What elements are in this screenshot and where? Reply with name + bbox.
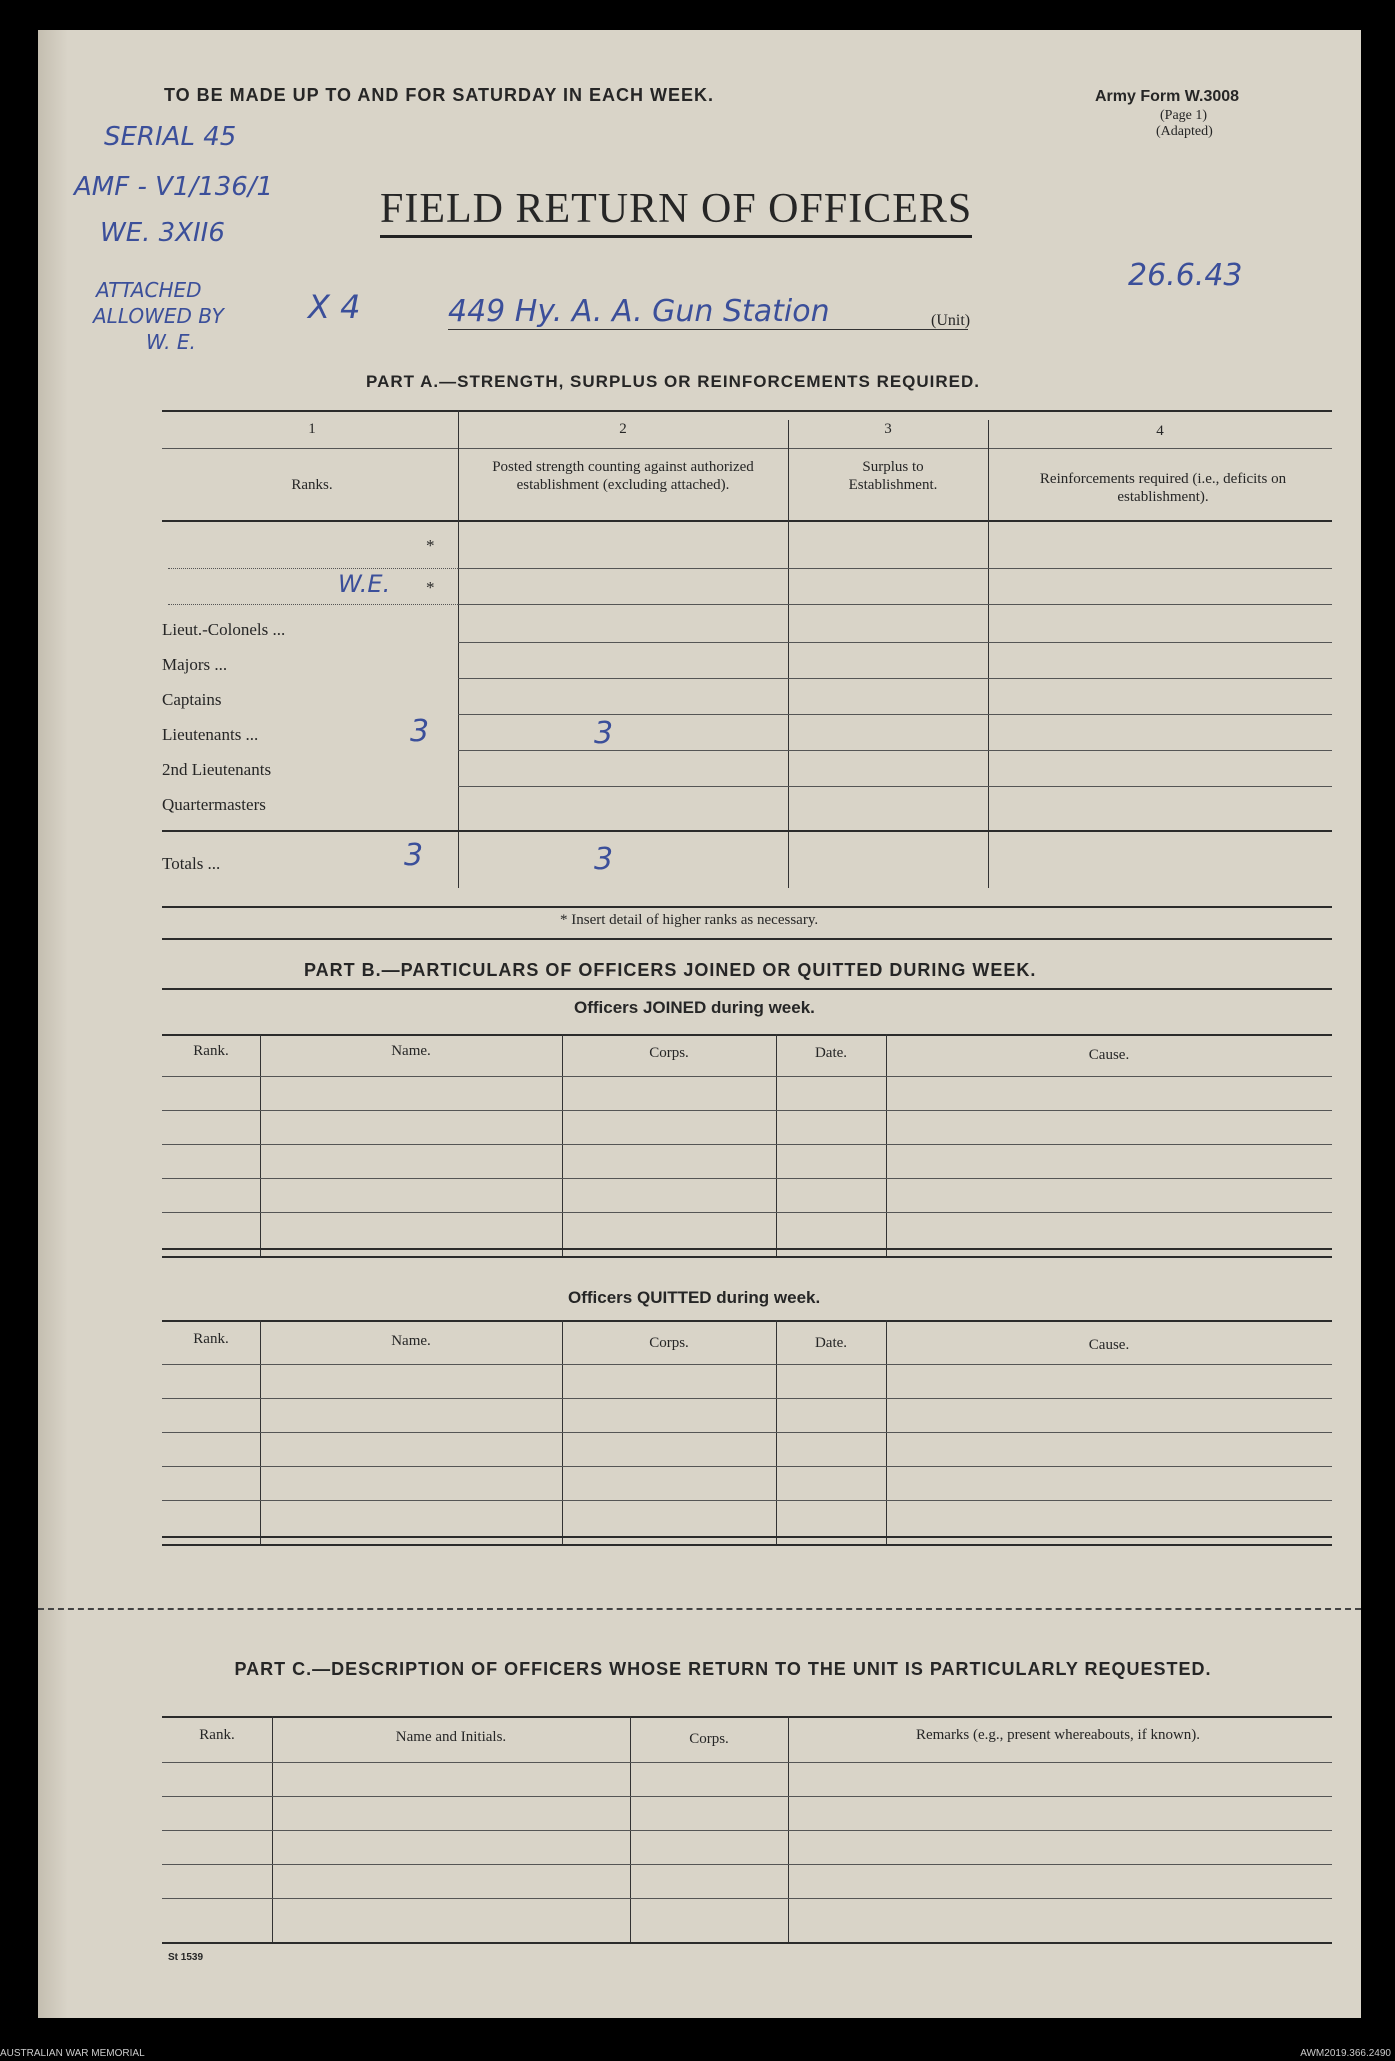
partc-col-corps: Corps. <box>689 1731 729 1747</box>
col-surplus-header: Surplus to Establishment. <box>848 459 938 493</box>
col-1-number: 1 <box>308 421 316 437</box>
asterisk-row-2: * <box>426 578 435 597</box>
we-reference: WE. 3XII6 <box>100 218 225 248</box>
part-c-title: PART C.—DESCRIPTION OF OFFICERS WHOSE RETURN TO THE UNIT IS PARTICULARLY REQUESTED. <box>234 1659 1212 1679</box>
archive-credit: AUSTRALIAN WAR MEMORIAL <box>0 2048 145 2059</box>
partc-col-rank: Rank. <box>199 1727 235 1743</box>
form-number: Army Form W.3008 <box>1095 88 1240 105</box>
quitted-col-date: Date. <box>814 1335 848 1351</box>
partc-col-name: Name and Initials. <box>395 1729 507 1745</box>
page-number: (Page 1) <box>1160 108 1208 123</box>
lieutenants-posted: 3 <box>594 716 614 751</box>
archive-reference: AWM2019.366.2490 <box>1300 2048 1391 2059</box>
joined-col-cause: Cause. <box>1088 1047 1130 1063</box>
form-sheet <box>38 30 1361 2018</box>
col-ranks-header: Ranks. <box>291 477 333 493</box>
rank-majors: Majors ... <box>162 655 228 674</box>
adapted-note: (Adapted) <box>1156 124 1213 139</box>
quitted-col-name: Name. <box>391 1333 431 1349</box>
weekly-instruction: TO BE MADE UP TO AND FOR SATURDAY IN EACH WEEK. <box>164 85 715 105</box>
joined-col-corps: Corps. <box>649 1045 689 1061</box>
joined-title: Officers JOINED during week. <box>574 998 815 1017</box>
joined-col-date: Date. <box>814 1045 848 1061</box>
quitted-col-corps: Corps. <box>649 1335 689 1351</box>
partc-col-remarks: Remarks (e.g., present whereabouts, if known). <box>915 1727 1201 1743</box>
quitted-col-cause: Cause. <box>1088 1337 1130 1353</box>
rank-quartermasters: Quartermasters <box>162 795 266 814</box>
unit-name: 449 Hy. A. A. Gun Station <box>448 294 968 330</box>
rank-2nd-lieutenants: 2nd Lieutenants <box>162 760 272 779</box>
serial-note: SERIAL 45 <box>104 122 237 152</box>
return-date: 26.6.43 <box>1128 258 1243 293</box>
tear-off-line <box>38 1608 1361 1610</box>
totals-establishment: 3 <box>404 838 424 873</box>
totals-posted: 3 <box>594 842 614 877</box>
attached-note-2: ALLOWED BY <box>93 304 224 328</box>
page-title: FIELD RETURN OF OFFICERS <box>380 185 972 238</box>
we-row-note: W.E. <box>338 570 391 598</box>
print-code: St 1539 <box>168 1952 204 1963</box>
col-3-number: 3 <box>884 421 892 437</box>
part-b-title: PART B.—PARTICULARS OF OFFICERS JOINED OR QUITTED DURING WEEK. <box>304 960 1037 980</box>
attached-note-3: W. E. <box>146 330 196 354</box>
asterisk-row-1: * <box>426 536 435 555</box>
attached-note-1: ATTACHED <box>96 278 202 302</box>
col-posted-header: Posted strength counting against authorized establishment (excluding attached). <box>492 459 754 493</box>
rank-lieut-colonels: Lieut.-Colonels ... <box>162 620 286 639</box>
part-a-footnote: * Insert detail of higher ranks as necessary. <box>560 912 819 928</box>
rank-lieutenants: Lieutenants ... <box>162 725 259 744</box>
lieutenants-establishment: 3 <box>410 714 430 749</box>
joined-col-rank: Rank. <box>193 1043 229 1059</box>
quitted-title: Officers QUITTED during week. <box>568 1288 821 1307</box>
amf-reference: AMF - V1/136/1 <box>74 172 274 202</box>
col-reinforcements-header: Reinforcements required (i.e., deficits on establishment). <box>1039 471 1287 505</box>
rank-captains: Captains <box>162 690 222 709</box>
quitted-col-rank: Rank. <box>193 1331 229 1347</box>
col-4-number: 4 <box>1156 423 1164 439</box>
attached-count: X 4 <box>308 288 361 326</box>
unit-label: (Unit) <box>931 312 971 329</box>
col-2-number: 2 <box>619 421 627 437</box>
part-a-title: PART A.—STRENGTH, SURPLUS OR REINFORCEMENTS REQUIRED. <box>366 372 981 391</box>
joined-col-name: Name. <box>391 1043 431 1059</box>
rank-totals: Totals ... <box>162 854 221 873</box>
